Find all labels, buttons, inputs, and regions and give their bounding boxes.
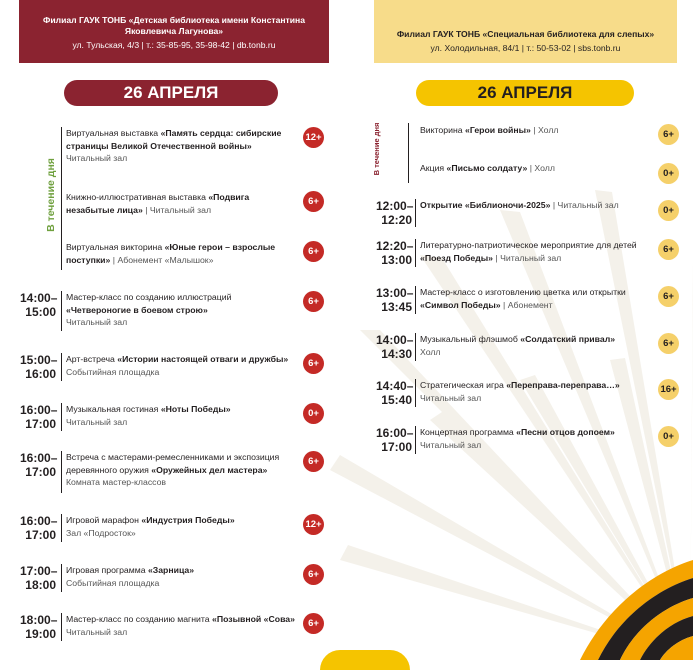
event-time-end: 14:30 — [381, 347, 412, 361]
event-location: Событийная площадка — [66, 366, 160, 377]
event-time — [20, 403, 56, 431]
age-rating-badge: 6+ — [303, 353, 324, 374]
event-description — [66, 291, 298, 329]
event-description — [66, 403, 298, 428]
event-description — [66, 191, 298, 216]
event-time-end: 17:00 — [381, 440, 412, 454]
event-divider — [61, 451, 62, 493]
event-time-start: 17:00– — [20, 564, 58, 578]
event-name: «Песни отцов допоем» — [516, 427, 615, 437]
event-name: «Письмо солдату» — [446, 163, 528, 173]
event-time-start: 16:00– — [20, 514, 58, 528]
event-name: «Индустрия Победы» — [141, 515, 235, 525]
age-rating-badge: 16+ — [658, 379, 679, 400]
age-rating-badge: 0+ — [658, 426, 679, 447]
event-description — [66, 241, 298, 266]
event-description — [66, 451, 298, 489]
age-rating-badge: 6+ — [658, 124, 679, 145]
event-time-start: 14:00– — [376, 333, 414, 347]
event-type: Книжно-иллюстративная выставка — [66, 192, 209, 202]
event-location: Холл — [537, 125, 559, 135]
right-allday-bar — [408, 123, 409, 183]
event-time-end: 17:00 — [25, 417, 56, 431]
event-name: «Ноты Победы» — [160, 404, 231, 414]
event-title — [66, 353, 298, 366]
event-time — [376, 199, 412, 227]
event-divider — [61, 564, 62, 592]
right-allday-label: В течение дня — [372, 122, 381, 176]
event-type: Викторина — [420, 125, 465, 135]
event-description — [420, 199, 640, 212]
event-type: Музыкальный флэшмоб — [420, 334, 521, 344]
event-type: Виртуальная викторина — [66, 242, 165, 252]
event-name: «Истории настоящей отваги и дружбы» — [117, 354, 289, 364]
event-time-start: 16:00– — [20, 451, 58, 465]
event-location: Читальный зал — [500, 252, 562, 263]
event-time-end: 15:40 — [381, 393, 412, 407]
event-time — [376, 333, 412, 361]
event-time — [20, 613, 56, 641]
event-divider — [415, 199, 416, 227]
event-time — [20, 451, 56, 479]
event-time-start: 15:00– — [20, 353, 58, 367]
event-name: «Подвига незабытые лица» — [66, 192, 250, 215]
event-location: Читальный зал — [66, 153, 128, 164]
event-description — [66, 514, 298, 539]
event-location: Комната мастер-классов — [66, 477, 167, 488]
event-description — [420, 239, 640, 264]
event-title: Открытие «Библионочи-2025» | Читальный зал — [420, 200, 619, 210]
event-title — [66, 291, 298, 316]
age-rating-badge: 6+ — [303, 564, 324, 585]
event-divider — [415, 239, 416, 267]
event-time — [376, 239, 412, 267]
event-title — [420, 379, 640, 392]
event-title: Акция «Письмо солдату» | Холл — [420, 163, 555, 173]
age-rating-badge: 6+ — [303, 191, 324, 212]
event-time-end: 17:00 — [25, 528, 56, 542]
event-type: Встреча с мастерами-ремесленниками и экспозиция деревянного оружия — [66, 452, 280, 475]
event-name: «Юные герои – взрослые поступки» — [66, 242, 276, 265]
event-divider — [415, 426, 416, 454]
left-branch-header — [19, 0, 329, 63]
event-title — [66, 127, 298, 152]
event-time — [20, 514, 56, 542]
event-time — [376, 286, 412, 314]
event-description — [66, 353, 298, 378]
event-title: Мастер-класс о изготовлению цветка или открытки «Символ Победы» | Абонемент — [420, 287, 626, 310]
event-type: Мастер-класс по созданию иллюстраций — [66, 292, 232, 302]
event-time — [20, 291, 56, 319]
event-time-start: 12:00– — [376, 199, 414, 213]
event-type: Мастер-класс по созданию магнита — [66, 614, 212, 624]
event-time-end: 18:00 — [25, 578, 56, 592]
event-description — [420, 333, 640, 358]
event-name: «Оружейных дел мастера» — [151, 464, 268, 475]
event-divider — [61, 403, 62, 431]
age-rating-badge: 0+ — [658, 200, 679, 221]
event-name: «Герои войны» — [465, 125, 531, 135]
age-rating-badge: 0+ — [658, 163, 679, 184]
event-time-start: 14:40– — [376, 379, 414, 393]
event-divider — [415, 333, 416, 361]
event-time-start: 16:00– — [376, 426, 414, 440]
left-date-badge: 26 АПРЕЛЯ — [64, 80, 278, 106]
event-name: «Переправа-переправа…» — [506, 380, 620, 390]
age-rating-badge: 12+ — [303, 127, 324, 148]
event-type: Мастер-класс о изготовлению цветка или открытки — [420, 287, 626, 297]
event-type: Музыкальная гостиная — [66, 404, 161, 414]
event-time — [20, 353, 56, 381]
event-description — [66, 613, 298, 638]
age-rating-badge: 6+ — [303, 241, 324, 262]
event-divider — [415, 286, 416, 314]
event-type: Арт-встреча — [66, 354, 118, 364]
event-description — [420, 286, 640, 311]
event-title — [66, 514, 298, 527]
event-name: Открытие «Библионочи-2025» — [420, 200, 551, 210]
event-type: Виртуальная выставка — [66, 128, 161, 138]
event-location: Читальный зал — [66, 626, 128, 637]
event-time — [376, 379, 412, 407]
event-name: «Зарница» — [147, 565, 195, 575]
event-type: Литературно-патриотическое мероприятие для детей — [420, 240, 637, 250]
event-description — [420, 379, 640, 404]
event-time-end: 13:45 — [381, 300, 412, 314]
left-allday-label: В течение дня — [45, 158, 57, 232]
event-title: Виртуальная викторина «Юные герои – взрослые поступки» | Абонемент «Малышок» — [66, 242, 276, 265]
right-branch-name: Филиал ГАУК ТОНБ «Специальная библиотека для слепых» — [396, 29, 655, 39]
age-rating-badge: 0+ — [303, 403, 324, 424]
event-title — [420, 426, 640, 439]
event-time-start: 14:00– — [20, 291, 58, 305]
event-description — [420, 124, 640, 137]
event-description — [66, 127, 298, 165]
event-time — [376, 426, 412, 454]
event-location: Зал «Подросток» — [66, 527, 136, 538]
event-time-end: 17:00 — [25, 465, 56, 479]
event-title — [420, 333, 640, 346]
event-location: Абонемент «Малышок» — [117, 254, 214, 265]
event-divider — [61, 353, 62, 381]
event-title: Викторина «Герои войны» | Холл — [420, 125, 559, 135]
left-branch-address: ул. Тульская, 4/3 | т.: 35-85-95, 35-98-42 | db.tonb.ru — [72, 40, 276, 50]
event-type: Игровая программа — [66, 565, 148, 575]
event-time — [20, 564, 56, 592]
right-date-badge: 26 АПРЕЛЯ — [416, 80, 634, 106]
event-location: Холл — [534, 163, 555, 173]
event-type: Стратегическая игра — [420, 380, 507, 390]
event-time-start: 13:00– — [376, 286, 414, 300]
event-time-start: 16:00– — [20, 403, 58, 417]
event-name: «Четвероногие в боевом строю» — [66, 304, 208, 315]
event-description — [420, 426, 640, 451]
event-description — [66, 564, 298, 589]
event-time-start: 12:20– — [376, 239, 414, 253]
event-location: Читальный зал — [420, 439, 482, 450]
event-type: Концертная программа — [420, 427, 517, 437]
event-divider — [61, 613, 62, 641]
event-location: Событийная площадка — [66, 577, 160, 588]
event-time-end: 15:00 — [25, 305, 56, 319]
age-rating-badge: 6+ — [658, 333, 679, 354]
event-name: «Символ Победы» — [420, 299, 501, 310]
age-rating-badge: 12+ — [303, 514, 324, 535]
event-type: Акция — [420, 163, 447, 173]
right-branch-address: ул. Холодильная, 84/1 | т.: 50-53-02 | sbs.tonb.ru — [430, 43, 621, 53]
left-branch-name: Филиал ГАУК ТОНБ «Детская библиотека имени Константина Яковлевича Лагунова» — [43, 15, 305, 36]
event-divider — [61, 291, 62, 331]
event-type: Игровой марафон — [66, 515, 142, 525]
event-location: Читальный зал — [149, 204, 212, 215]
event-name: «Память сердца: сибирские страницы Великой Отечественной войны» — [66, 128, 282, 151]
age-rating-badge: 6+ — [658, 286, 679, 307]
event-divider — [61, 514, 62, 542]
event-title: Литературно-патриотическое мероприятие для детей «Поезд Победы» | Читальный зал — [420, 240, 637, 263]
event-description — [420, 162, 640, 175]
event-location: Холл — [420, 346, 441, 357]
event-title — [66, 564, 298, 577]
age-rating-badge: 6+ — [303, 291, 324, 312]
event-time-end: 16:00 — [25, 367, 56, 381]
right-branch-header — [374, 0, 677, 63]
event-title — [66, 613, 298, 626]
event-time-end: 13:00 — [381, 253, 412, 267]
event-name: «Солдатский привал» — [520, 334, 616, 344]
event-name: «Поезд Победы» — [420, 252, 493, 263]
event-location: Читальный зал — [66, 416, 128, 427]
event-title — [66, 451, 298, 476]
event-title: Книжно-иллюстративная выставка «Подвига незабытые лица» | Читальный зал — [66, 192, 250, 215]
event-time-end: 19:00 — [25, 627, 56, 641]
st-george-ribbon-decoration — [540, 540, 693, 660]
event-location: Читальный зал — [66, 317, 128, 328]
age-rating-badge: 6+ — [658, 239, 679, 260]
event-time-end: 12:20 — [381, 213, 412, 227]
left-allday-bar — [61, 127, 62, 270]
age-rating-badge: 6+ — [303, 451, 324, 472]
event-divider — [415, 379, 416, 407]
event-location: Читальный зал — [557, 200, 619, 210]
event-time-start: 18:00– — [20, 613, 58, 627]
event-name: «Позывной «Сова» — [212, 614, 295, 624]
age-rating-badge: 6+ — [303, 613, 324, 634]
sun-decoration — [320, 650, 410, 670]
event-location: Читальный зал — [420, 392, 482, 403]
event-location: Абонемент — [507, 299, 553, 310]
event-title — [66, 403, 298, 416]
